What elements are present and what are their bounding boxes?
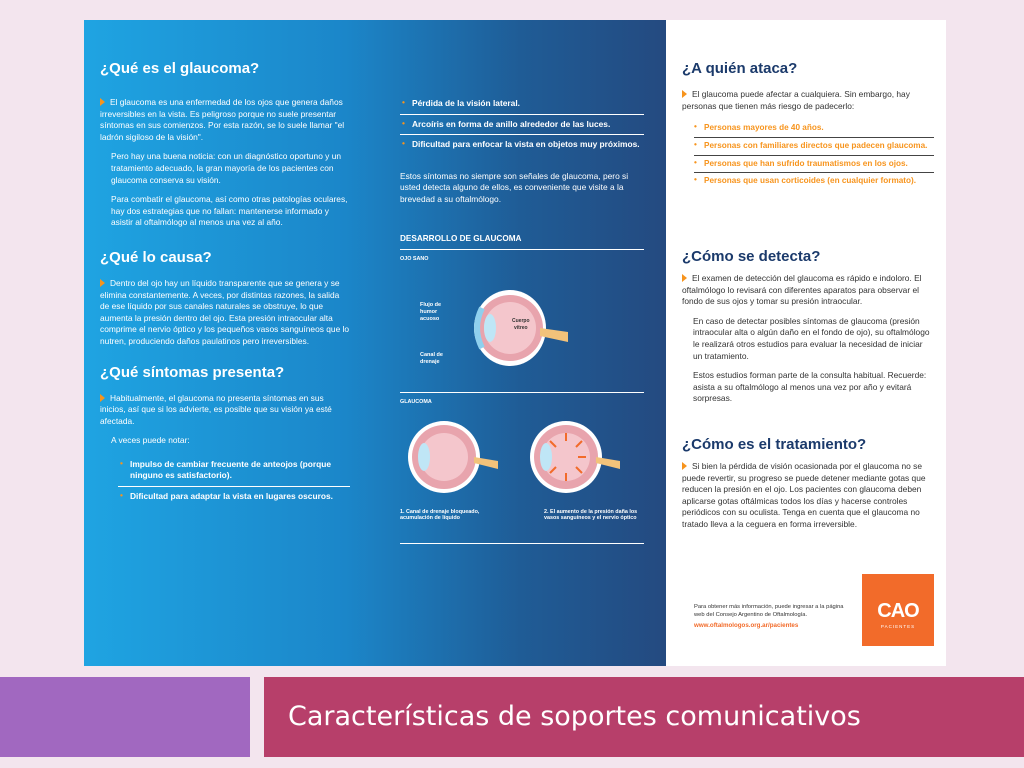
svg-text:humor: humor: [420, 308, 438, 315]
sintomas-p1: Habitualmente, el glaucoma no presenta síntomas en sus inicios, así que si los advierte, es posible que su visión ya esté afectada.: [100, 392, 332, 426]
caption-2: 2. El aumento de la presión daña los vasos sanguíneos y el nervio óptico: [544, 508, 638, 521]
triangle-bullet-icon: [682, 274, 687, 282]
eye-diagram-icon: [400, 262, 644, 392]
detecta-p1: El examen de detección del glaucoma es rápido e indoloro. El oftalmólogo lo revisará con diferentes aparatos para observar el fondo de sus ojos y tomar su presión intraocular.: [682, 273, 922, 307]
section-a-quien: [682, 60, 934, 190]
footer-info: [694, 604, 850, 629]
column-middle: [400, 94, 644, 544]
detecta-p3: Estos estudios forman parte de la consulta habitual. Recuerde: asista a su oftalmólogo al menos una vez por año y evitará sorpresas.: [693, 370, 927, 404]
list-item: • Dificultad para adaptar la vista en lugares oscuros.: [118, 487, 350, 507]
section-detecta: [682, 248, 934, 413]
list-item: • Arcoíris en forma de anillo alrededor de las luces.: [400, 115, 644, 136]
canal-label: Canal de: [420, 351, 443, 358]
flow-label: Flujo de: [420, 301, 442, 308]
diagram-title: DESARROLLO DE GLAUCOMA: [400, 233, 522, 243]
footer-info-text: Para obtener más información, puede ingresar a la página web del Consejo Argentino de Oftalmología.: [694, 604, 844, 618]
svg-text:acuoso: acuoso: [420, 315, 440, 322]
que-es-p1: El glaucoma es una enfermedad de los ojos que genera daños irreversibles en la vista. Es peligroso porque no suele presentar síntomas en sus comienzos. Por esta razón, se lo suele llamar "el ladrón sigiloso de la visión".: [100, 97, 345, 142]
sintomas-list-a: [100, 455, 350, 507]
list-item: • Personas que han sufrido traumatismos en los ojos.: [694, 156, 934, 174]
detecta-p2: En caso de detectar posibles síntomas de glaucoma (presión intraocular alta o algún daño en el fondo de ojo), su oftalmólogo le realizará otros estudios para evaluar la necesidad de iniciar un tratamiento.: [693, 315, 930, 361]
heading-detecta: ¿Cómo se detecta?: [682, 248, 821, 265]
heading-tratamiento: ¿Cómo es el tratamiento?: [682, 436, 867, 453]
tratamiento-p1: Si bien la pérdida de visión ocasionada por el glaucoma no se puede revertir, su progreso se puede detener mediante gotas que reducen la presión en el ojo. Los pacientes con glaucoma deben aplicarse gotas oftálmicas todos los días y hacerse controles periódicos con su oculista. Tenga en cuenta que el glaucoma no tratado lleva a la ceguera en forma irreversible.: [682, 461, 926, 529]
list-item: • Personas que usan corticoides (en cualquier formato).: [694, 173, 934, 190]
sintomas-list-b: [400, 94, 644, 155]
label-glaucoma: GLAUCOMA: [400, 398, 432, 405]
risk-list: [694, 120, 934, 190]
list-item: • Personas mayores de 40 años.: [694, 120, 934, 138]
triangle-bullet-icon: [682, 90, 687, 98]
body-label: Cuerpo: [512, 317, 530, 324]
heading-causa: ¿Qué lo causa?: [100, 248, 212, 266]
cao-logo: [862, 574, 934, 646]
white-panel: [666, 20, 946, 666]
glaucoma-brochure: [84, 20, 946, 666]
heading-a-quien: ¿A quién ataca?: [682, 60, 798, 77]
heading-que-es: ¿Qué es el glaucoma?: [100, 60, 260, 77]
logo-text: CAO: [877, 600, 919, 622]
triangle-bullet-icon: [682, 462, 687, 470]
list-item: • Pérdida de la visión lateral.: [400, 94, 644, 115]
section-tratamiento: [682, 436, 934, 539]
column-left: [100, 60, 350, 507]
triangle-bullet-icon: [100, 98, 105, 106]
causa-p1: Dentro del ojo hay un líquido transparente que se genera y se elimina constantemente. A veces, por distintas razones, la salida de ese líquido por sus canales naturales se obstruye, lo que aumenta la presión dentro del ojo. Esta presión intraocular alta comprime el nervio óptico y los pequeños vasos sanguíneos que lo nutren, produciendo daños paulatinos pero irreversibles.: [100, 277, 350, 346]
sintomas-p2: A veces puede notar:: [111, 435, 190, 446]
caption-1: 1. Canal de drenaje bloqueado, acumulación de líquido: [400, 508, 480, 521]
svg-text:vítreo: vítreo: [514, 324, 528, 331]
blue-panel: [84, 20, 666, 666]
glaucoma-eyes-icon: [400, 405, 644, 505]
divider: [400, 543, 644, 544]
divider: [400, 249, 644, 250]
divider: [400, 392, 644, 393]
logo-sub: PACIENTES: [880, 624, 916, 629]
a-quien-p1: El glaucoma puede afectar a cualquiera. Sin embargo, hay personas que tienen más riesgo de padecerlo:: [682, 89, 910, 111]
que-es-p3: Para combatir el glaucoma, así como otras patologías oculares, hay dos estrategias que no fallan: mantenerse informado y asistir al oftalmólogo al menos una vez al año.: [111, 194, 348, 228]
list-item: • Personas con familiares directos que padecen glaucoma.: [694, 138, 934, 156]
triangle-bullet-icon: [100, 394, 105, 402]
footer-url-link[interactable]: www.oftalmologos.org.ar/pacientes: [694, 621, 799, 629]
svg-text:drenaje: drenaje: [420, 358, 440, 365]
sintomas-note: Estos síntomas no siempre son señales de glaucoma, pero si usted detecta alguno de ellos, es conveniente que visite a la brevedad a su oftalmólogo.: [400, 170, 629, 204]
footer-title-bar: [264, 677, 1024, 757]
diagram-captions: [400, 509, 644, 521]
slide-title: Características de soportes comunicativos: [288, 701, 861, 732]
que-es-p2: Pero hay una buena noticia: con un diagnóstico oportuno y un tratamiento adecuado, la gran mayoría de los pacientes con glaucoma conserva su visión.: [111, 151, 342, 185]
list-item: • Impulso de cambiar frecuente de anteojos (porque ninguno es satisfactorio).: [118, 455, 350, 487]
footer-left-block: [0, 677, 250, 757]
label-ojo-sano: OJO SANO: [400, 255, 429, 262]
triangle-bullet-icon: [100, 279, 105, 287]
heading-sintomas: ¿Qué síntomas presenta?: [100, 363, 285, 381]
list-item: • Dificultad para enfocar la vista en objetos muy próximos.: [400, 135, 644, 155]
